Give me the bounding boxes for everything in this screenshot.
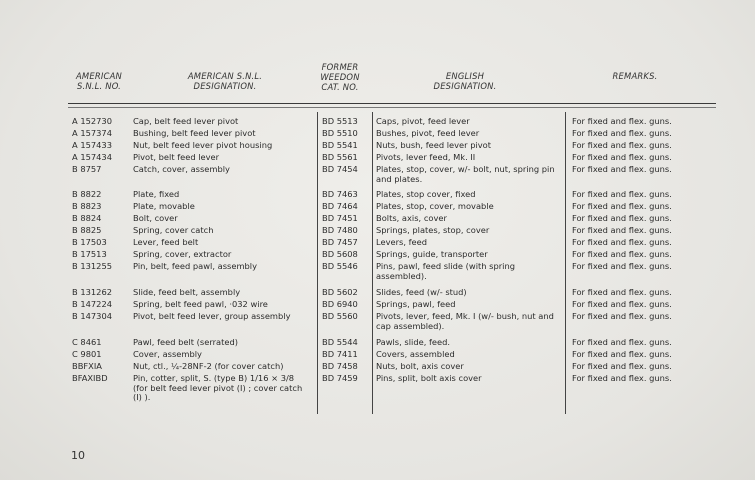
cell-des: Nut, ctl., ¼-28NF-2 (for cover catch) xyxy=(133,361,284,371)
cell-eng: Levers, feed xyxy=(376,237,428,247)
cell-des: Pivot, belt feed lever xyxy=(133,152,220,162)
cell-rem: For fixed and flex. guns. xyxy=(572,373,672,383)
cell-des: Slide, feed belt, assembly xyxy=(133,287,241,297)
header-line: AMERICAN S.N.L. xyxy=(187,71,263,81)
cell-cat: BD 5541 xyxy=(322,140,358,150)
cell-sn: A 157433 xyxy=(72,140,112,150)
cell-eng: Plates, stop cover, fixed xyxy=(376,189,476,199)
cell-des: Catch, cover, assembly xyxy=(133,164,230,174)
cell-des: Plate, movable xyxy=(133,201,195,211)
cell-rem: For fixed and flex. guns. xyxy=(572,349,672,359)
cell-cat: BD 5513 xyxy=(322,116,358,126)
cell-des: Spring, cover catch xyxy=(133,225,214,235)
cell-sn: B 131255 xyxy=(72,261,113,271)
cell-sn: A 152730 xyxy=(72,116,112,126)
cell-des: Pin, belt, feed pawl, assembly xyxy=(133,261,258,271)
cell-sn: A 157434 xyxy=(72,152,112,162)
cell-sn: B 17513 xyxy=(72,249,107,259)
cell-des: Pivot, belt feed lever, group assembly xyxy=(133,311,291,321)
cell-sn: B 147224 xyxy=(72,299,113,309)
cell-rem: For fixed and flex. guns. xyxy=(572,261,672,271)
cell-eng: Pawls, slide, feed. xyxy=(376,337,451,347)
cell-rem: For fixed and flex. guns. xyxy=(572,164,672,174)
cell-eng: Plates, stop, cover, w/- bolt, nut, spring pin and plates. xyxy=(376,164,555,184)
cell-rem: For fixed and flex. guns. xyxy=(572,249,672,259)
cell-cat: BD 6940 xyxy=(322,299,358,309)
cell-rem: For fixed and flex. guns. xyxy=(572,140,672,150)
header-english-designation xyxy=(405,71,525,91)
cell-cat: BD 5560 xyxy=(322,311,358,321)
header-line: CAT. NO. xyxy=(321,82,359,92)
cell-eng: Springs, guide, transporter xyxy=(376,249,488,259)
cell-eng: Pivots, lever, feed, Mk. I (w/- bush, nut and cap assembled). xyxy=(376,311,554,331)
cell-sn: B 8757 xyxy=(72,164,102,174)
header-line: AMERICAN xyxy=(76,71,122,81)
cell-sn: B 8822 xyxy=(72,189,102,199)
cell-cat: BD 5602 xyxy=(322,287,358,297)
cell-eng: Slides, feed (w/- stud) xyxy=(376,287,467,297)
cell-rem: For fixed and flex. guns. xyxy=(572,361,672,371)
cell-rem: For fixed and flex. guns. xyxy=(572,128,672,138)
cell-sn: B 17503 xyxy=(72,237,107,247)
header-line: DESIGNATION. xyxy=(433,81,497,91)
cell-rem: For fixed and flex. guns. xyxy=(572,213,672,223)
cell-des: Plate, fixed xyxy=(133,189,180,199)
cell-sn: A 157374 xyxy=(72,128,112,138)
header-remarks xyxy=(590,71,680,81)
cell-des: Lever, feed belt xyxy=(133,237,199,247)
cell-eng: Springs, pawl, feed xyxy=(376,299,456,309)
cell-cat: BD 7457 xyxy=(322,237,358,247)
cell-sn: C 9801 xyxy=(72,349,102,359)
column-divider xyxy=(565,112,566,414)
cell-rem: For fixed and flex. guns. xyxy=(572,152,672,162)
header-line: ENGLISH xyxy=(445,71,485,81)
cell-eng: Pivots, lever feed, Mk. II xyxy=(376,152,476,162)
header-american-sn-no xyxy=(64,71,134,91)
cell-cat: BD 7451 xyxy=(322,213,358,223)
cell-cat: BD 7454 xyxy=(322,164,358,174)
cell-eng: Springs, plates, stop, cover xyxy=(376,225,490,235)
cell-des: Cap, belt feed lever pivot xyxy=(133,116,239,126)
cell-eng: Pins, pawl, feed slide (with spring assembled). xyxy=(376,261,515,281)
cell-cat: BD 5510 xyxy=(322,128,358,138)
cell-cat: BD 5561 xyxy=(322,152,358,162)
cell-eng: Caps, pivot, feed lever xyxy=(376,116,470,126)
cell-des: Bolt, cover xyxy=(133,213,178,223)
cell-eng: Nuts, bolt, axis cover xyxy=(376,361,464,371)
cell-des: Spring, cover, extractor xyxy=(133,249,232,259)
page-number: 10 xyxy=(71,449,85,462)
cell-cat: BD 7480 xyxy=(322,225,358,235)
header-line: FORMER xyxy=(321,62,359,72)
cell-eng: Nuts, bush, feed lever pivot xyxy=(376,140,492,150)
header-rule-thin xyxy=(68,107,716,108)
cell-eng: Plates, stop, cover, movable xyxy=(376,201,494,211)
column-divider xyxy=(372,112,373,414)
cell-sn: B 147304 xyxy=(72,311,113,321)
cell-des: Bushing, belt feed lever pivot xyxy=(133,128,256,138)
cell-cat: BD 7459 xyxy=(322,373,358,383)
cell-cat: BD 7411 xyxy=(322,349,358,359)
cell-sn: BBFXIA xyxy=(72,361,102,371)
cell-des: Spring, belt feed pawl, ·032 wire xyxy=(133,299,268,309)
cell-sn: B 8824 xyxy=(72,213,102,223)
cell-sn: B 8825 xyxy=(72,225,102,235)
cell-rem: For fixed and flex. guns. xyxy=(572,237,672,247)
cell-cat: BD 7463 xyxy=(322,189,358,199)
header-rule xyxy=(68,103,716,104)
cell-cat: BD 5608 xyxy=(322,249,358,259)
cell-sn: BFAXIBD xyxy=(72,373,108,383)
column-divider xyxy=(317,112,318,414)
cell-rem: For fixed and flex. guns. xyxy=(572,299,672,309)
cell-cat: BD 5546 xyxy=(322,261,358,271)
header-line: REMARKS. xyxy=(612,71,658,81)
cell-rem: For fixed and flex. guns. xyxy=(572,225,672,235)
header-line: S.N.L. NO. xyxy=(76,81,122,91)
cell-sn: B 8823 xyxy=(72,201,102,211)
cell-rem: For fixed and flex. guns. xyxy=(572,337,672,347)
cell-cat: BD 7458 xyxy=(322,361,358,371)
cell-eng: Pins, split, bolt axis cover xyxy=(376,373,482,383)
cell-rem: For fixed and flex. guns. xyxy=(572,201,672,211)
header-line: WEEDON xyxy=(320,72,360,82)
cell-des: Pin, cotter, split, S. (type B) 1/16 × 3/8 (for belt feed lever pivot (I) ; cover catch (I) ). xyxy=(133,373,303,403)
cell-des: Pawl, feed belt (serrated) xyxy=(133,337,238,347)
cell-eng: Bolts, axis, cover xyxy=(376,213,447,223)
cell-rem: For fixed and flex. guns. xyxy=(572,311,672,321)
cell-eng: Covers, assembled xyxy=(376,349,455,359)
cell-cat: BD 5544 xyxy=(322,337,358,347)
cell-rem: For fixed and flex. guns. xyxy=(572,287,672,297)
cell-sn: C 8461 xyxy=(72,337,102,347)
cell-rem: For fixed and flex. guns. xyxy=(572,189,672,199)
cell-sn: B 131262 xyxy=(72,287,113,297)
cell-rem: For fixed and flex. guns. xyxy=(572,116,672,126)
cell-des: Nut, belt feed lever pivot housing xyxy=(133,140,273,150)
cell-des: Cover, assembly xyxy=(133,349,202,359)
cell-eng: Bushes, pivot, feed lever xyxy=(376,128,480,138)
header-line: DESIGNATION. xyxy=(193,81,257,91)
header-former-weedon-cat-no xyxy=(310,62,370,92)
cell-cat: BD 7464 xyxy=(322,201,358,211)
header-american-designation xyxy=(160,71,290,91)
